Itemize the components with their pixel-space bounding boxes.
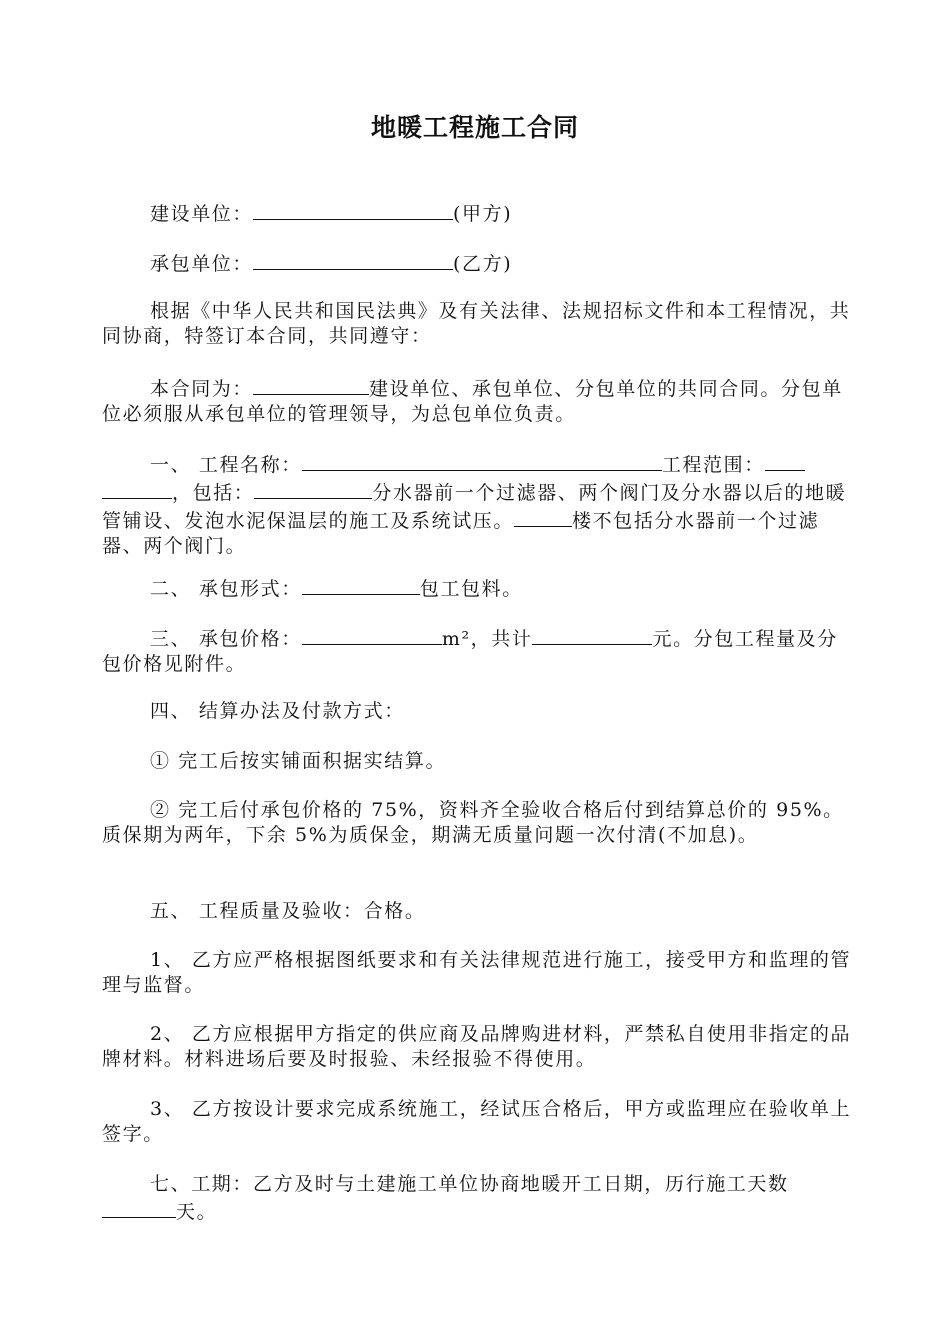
- party-a-blank: [253, 199, 453, 220]
- section-5-item-1: [102, 948, 852, 998]
- section-7: [102, 1172, 852, 1225]
- section-5-item-1-text: 1、 乙方应严格根据图纸要求和有关法律规范进行施工，接受甲方和监理的管理与监督。: [102, 949, 852, 996]
- intro-paragraph: [102, 299, 852, 349]
- project-scope-blank-2: [102, 478, 172, 499]
- section-4-item-2: [102, 798, 852, 848]
- section-3-text: 元。分包工程量及分包价格见附件。: [102, 628, 838, 675]
- party-b-suffix: (乙方): [453, 253, 513, 275]
- section-3-unit: m²，共计: [441, 628, 533, 650]
- scope-blank: [253, 374, 369, 395]
- project-scope-blank-1: [765, 450, 805, 471]
- section-1-include-text: 分水器前一个过滤器、两个阀门及分水器以后的地暖管铺设、发泡水泥保温层的施工及系统试压。: [102, 482, 847, 532]
- section-3-label: 三、 承包价格：: [150, 628, 302, 650]
- section-5-item-3: [102, 1097, 852, 1147]
- section-7-unit: 天。: [176, 1201, 218, 1223]
- total-blank: [532, 624, 652, 645]
- include-blank: [254, 478, 372, 499]
- party-b-label: 承包单位：: [150, 253, 254, 275]
- section-1-include-label: ，包括：: [172, 482, 255, 504]
- duration-blank: [102, 1197, 176, 1218]
- section-5-item-2: [102, 1022, 852, 1072]
- section-4-item-1-text: ① 完工后按实铺面积据实结算。: [150, 750, 447, 772]
- party-b-blank: [253, 249, 453, 270]
- scope-text: 建设单位、承包单位、分包单位的共同合同。分包单位必须服从承包单位的管理领导，为总包单位负责。: [102, 378, 843, 425]
- section-3: [102, 624, 852, 677]
- area-blank: [302, 624, 442, 645]
- section-5-item-2-text: 2、 乙方应根据甲方指定的供应商及品牌购进材料，严禁私自使用非指定的品牌材料。材料进场后要及时报验、未经报验不得使用。: [102, 1023, 852, 1070]
- floor-blank: [514, 506, 572, 527]
- intro-text: 根据《中华人民共和国民法典》及有关法律、法规招标文件和本工程情况，共同协商，特签订本合同，共同遵守：: [102, 300, 851, 347]
- section-2-label: 二、 承包形式：: [150, 578, 302, 600]
- section-2-text: 包工包料。: [419, 578, 523, 600]
- section-4-heading: 四、 结算办法及付款方式：: [150, 700, 405, 722]
- scope-label: 本合同为：: [150, 378, 254, 400]
- section-1-exclude-text: 楼不包括分水器前一个过滤器、两个阀门。: [102, 510, 820, 557]
- party-b-line: [102, 249, 852, 277]
- party-a-line: [102, 199, 852, 227]
- section-1: [102, 450, 852, 559]
- section-4: [102, 699, 852, 724]
- section-4-item-1: [102, 749, 852, 774]
- section-7-text: 七、工期：乙方及时与土建施工单位协商地暖开工日期，历行施工天数: [150, 1173, 789, 1195]
- section-5-heading: 五、 工程质量及验收：合格。: [150, 900, 426, 922]
- document-title: 地暖工程施工合同: [370, 113, 579, 142]
- contract-form-blank: [302, 574, 420, 595]
- section-4-item-2-text: ② 完工后付承包价格的 75%，资料齐全验收合格后付到结算总价的 95%。质保期为两年，下余 5%为质保金，期满无质量问题一次付清(不加息)。: [102, 799, 844, 846]
- section-5-item-3-text: 3、 乙方按设计要求完成系统施工，经试压合格后，甲方或监理应在验收单上签字。: [102, 1098, 852, 1145]
- section-2: [102, 574, 852, 602]
- party-a-label: 建设单位：: [150, 203, 254, 225]
- section-5: [102, 899, 852, 924]
- section-1-name-label: 一、 工程名称：: [150, 454, 302, 476]
- section-1-scope-label: 工程范围：: [661, 454, 765, 476]
- party-a-suffix: (甲方): [453, 203, 513, 225]
- scope-paragraph: [102, 374, 852, 427]
- project-name-blank: [302, 450, 662, 471]
